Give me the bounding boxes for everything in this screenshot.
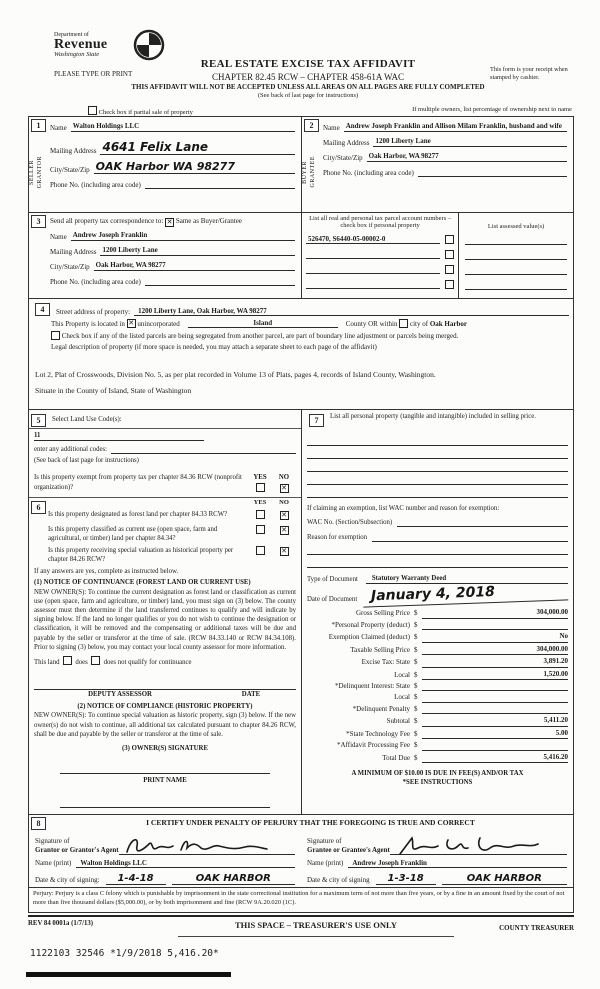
dollar-sign: $ <box>414 741 418 750</box>
assessed-field-3[interactable] <box>465 266 567 275</box>
notice-compliance-body: NEW OWNER(S): To continue special valuation as historic property, sign (3) below. If the new owner(s) do not wish to continue, all additional tax calculated pursuant to chapter 84.26 RCW, shall be due and payable by the seller or transferor at the time of sale. <box>34 712 296 738</box>
seller-side-label-2: GRANTOR <box>37 155 43 189</box>
print-name-label: PRINT NAME <box>143 777 187 785</box>
dollar-sign: $ <box>414 753 418 762</box>
corr-name-field[interactable]: Andrew Joseph Franklin <box>71 231 295 241</box>
dor-logo <box>54 32 107 59</box>
same-as-buyer-label: Same as Buyer/Grantee <box>175 217 242 225</box>
additional-codes-label: enter any additional codes: <box>34 446 108 453</box>
section5-see-back: (See back of last page for instructions) <box>34 457 139 465</box>
tax-value-exemption[interactable]: No <box>422 632 568 642</box>
tax-value-delinq-state[interactable] <box>422 682 568 691</box>
assessed-field-1[interactable] <box>465 236 567 245</box>
buyer-side-label-2: GRANTEE <box>310 156 316 188</box>
buyer-mailing-label: Mailing Address <box>323 139 370 148</box>
certify-statement: I CERTIFY UNDER PENALTY OF PERJURY THAT THE FOREGOING IS TRUE AND CORRECT <box>146 818 475 828</box>
partial-sale-row <box>88 106 193 116</box>
section1-number: 1 <box>31 119 46 132</box>
personal-property-line-3[interactable] <box>307 459 568 472</box>
grantee-date-label: Date & city of signing <box>307 876 370 885</box>
buyer-phone-field[interactable] <box>418 167 567 177</box>
county-or-label: County OR within <box>345 320 398 328</box>
tax-label-gross: Gross Selling Price <box>355 609 410 618</box>
tax-value-techfee[interactable]: 5.00 <box>422 729 568 739</box>
treasurer-space-label: THIS SPACE – TREASURER'S USE ONLY <box>178 920 454 937</box>
form-header <box>28 30 574 116</box>
does-not-label: does not qualify for continuance <box>103 658 192 666</box>
seller-phone-field[interactable] <box>145 179 295 189</box>
street-address-label: Street address of property: <box>56 308 131 316</box>
section5-number: 5 <box>31 414 46 427</box>
county-treasurer-label: COUNTY TREASURER <box>499 923 574 932</box>
nonprofit-yes-checkbox[interactable] <box>256 483 265 492</box>
seller-mailing-label: Mailing Address <box>50 147 97 155</box>
unincorporated-label: unincorporated <box>137 320 180 328</box>
send-correspondence-label: Send all property tax correspondence to: <box>50 217 164 225</box>
seller-city-label: City/State/Zip <box>50 166 90 174</box>
section2-number: 2 <box>304 119 319 132</box>
legal-description-line2: Situate in the County of Island, State of Washington <box>35 386 192 395</box>
logo-state-line: Washington State <box>54 51 100 58</box>
parcel-checkbox-3[interactable] <box>445 265 454 274</box>
landuse-tax-row <box>29 410 573 814</box>
logo-revenue-line: Revenue <box>54 37 108 52</box>
tax-label-subtotal: Subtotal <box>386 717 410 726</box>
rev-number: REV 84 0001a (1/7/13) <box>28 919 94 927</box>
section5-6-column <box>29 410 301 814</box>
dollar-sign: $ <box>414 717 418 726</box>
street-address-field[interactable]: 1200 Liberty Lane, Oak Harbor, WA 98277 <box>134 307 569 316</box>
unincorporated-checkbox[interactable]: ✕ <box>128 319 135 327</box>
dollar-sign: $ <box>414 609 418 618</box>
print-name-line[interactable] <box>60 795 270 808</box>
segregated-checkbox[interactable] <box>51 331 60 340</box>
section4-property <box>29 299 573 410</box>
land-does-not-checkbox[interactable] <box>91 656 100 665</box>
grantor-name-print-field[interactable]: Walton Holdings LLC <box>76 859 295 868</box>
grantor-sig-label-2: Grantor or Grantor's Agent <box>35 846 119 855</box>
city-of-checkbox[interactable] <box>399 319 408 328</box>
date-of-document-label: Date of Document <box>307 596 358 604</box>
section8-certify <box>29 814 573 911</box>
grantor-name-print-label: Name (print) <box>35 859 72 868</box>
parcel-field-2[interactable] <box>306 250 440 259</box>
form-subtitle: CHAPTER 82.45 RCW – CHAPTER 458-61A WAC <box>212 71 404 82</box>
reason-exemption-label: Reason for exemption <box>307 534 368 541</box>
personal-property-label: List all personal property (tangible and intangible) included in selling price. <box>330 413 536 420</box>
notice-compliance-title: (2) NOTICE OF COMPLIANCE (HISTORIC PROPERTY) <box>77 703 253 711</box>
segregated-label: Check box if any of the listed parcels are being segregated from another parcel, are part of boundary line adjustment or parcels being merged. <box>61 332 459 340</box>
see-back-note: (See back of last page for instructions) <box>257 91 359 99</box>
current-use-yes-checkbox[interactable] <box>256 525 265 534</box>
dollar-sign: $ <box>414 670 418 679</box>
current-use-question: Is this property classified as current use (open space, farm and agricultural, or timber) land per chapter 84.34? <box>48 525 218 542</box>
seller-name-label: Name <box>50 124 67 132</box>
form-warning: THIS AFFIDAVIT WILL NOT BE ACCEPTED UNLESS ALL AREAS ON ALL PAGES ARE FULLY COMPLETED <box>131 83 485 91</box>
seller-phone-label: Phone No. (including area code) <box>50 181 141 189</box>
minimum-due-note: A MINIMUM OF $10.00 IS DUE IN FEE(S) AND/OR TAX <box>351 770 524 778</box>
parcel-header: List all real and personal tax parcel account numbers – check box if personal property <box>309 215 452 229</box>
grantee-signature-field[interactable] <box>390 832 567 855</box>
tax-label-penalty: *Delinquent Penalty <box>352 704 410 713</box>
seller-city-field[interactable]: OAK Harbor WA 98277 <box>94 160 295 174</box>
buyer-side-label-1: BUYER <box>301 160 308 184</box>
personal-property-line-1[interactable] <box>307 433 568 446</box>
reason-exemption-field[interactable] <box>372 532 568 542</box>
perjury-clause: Perjury: Perjury is a class C felony which is punishable by imprisonment in the state correctional institution for a maximum term of not more than five years, or by a fine in an amount fixed by the court of not more than five thousand dollars ($5,000.00), or by both imprisonment and fine (RCW 9A.20.020 (1C). <box>29 887 573 911</box>
reason-line-2[interactable] <box>307 542 568 555</box>
parcel-field-3[interactable] <box>306 265 440 274</box>
section8-number: 8 <box>31 817 46 830</box>
city-of-value: Oak Harbor <box>429 320 467 328</box>
dollar-sign: $ <box>414 693 418 702</box>
grantor-date-label: Date & city of signing: <box>35 876 100 885</box>
tax-label-delinq-local: Local <box>394 693 410 702</box>
section4-number: 4 <box>35 303 50 316</box>
revenue-swirl-icon <box>132 28 166 62</box>
parcel-number-field[interactable]: 526470, S6440-05-00002-0 <box>306 235 440 244</box>
seller-name-field[interactable]: Walton Holdings LLC <box>71 122 295 132</box>
section2-buyer <box>301 117 573 212</box>
affidavit-page <box>28 30 574 937</box>
seller-side-label-1: SELLER <box>28 159 35 185</box>
section6-yes-header: YES <box>253 498 267 506</box>
corr-mailing-field[interactable]: 1200 Liberty Lane <box>100 246 295 256</box>
grantee-city-field[interactable]: OAK HARBOR <box>442 873 567 885</box>
city-of-label: city of <box>410 320 429 328</box>
dollar-sign: $ <box>414 704 418 713</box>
personal-property-line-2[interactable] <box>307 446 568 459</box>
scan-artifact-bar <box>26 972 231 977</box>
additional-codes-field[interactable] <box>111 444 296 454</box>
tax-value-total[interactable]: 5,416.20 <box>422 753 568 763</box>
tax-value-affidavit-fee[interactable] <box>422 742 568 751</box>
grantee-sig-label-2: Grantee or Grantee's Agent <box>307 846 390 855</box>
tax-value-gross[interactable]: 304,000.00 <box>422 608 568 618</box>
buyer-city-field[interactable]: Oak Harbor, WA 98277 <box>367 152 567 162</box>
exemption-note: If claiming an exemption, list WAC number and reason for exemption: <box>307 505 500 512</box>
county-field[interactable]: Island <box>188 319 338 328</box>
forest-yes-checkbox[interactable] <box>256 510 265 519</box>
land-does-checkbox[interactable] <box>63 656 72 665</box>
nonprofit-no-checkbox[interactable]: ✕ <box>281 483 287 492</box>
form-title: REAL ESTATE EXCISE TAX AFFIDAVIT <box>200 58 416 70</box>
corr-mailing-label: Mailing Address <box>50 248 97 256</box>
assessed-field-2[interactable] <box>465 251 567 260</box>
if-any-yes-note: If any answers are yes, complete as instructed below. <box>34 568 179 576</box>
section3-correspondence <box>29 213 301 298</box>
section7-number: 7 <box>309 414 324 427</box>
tax-label-total: Total Due <box>382 753 410 762</box>
dollar-sign: $ <box>414 681 418 690</box>
grantor-signature-field[interactable] <box>119 832 295 855</box>
grantee-signature-ink <box>394 834 544 858</box>
grantee-name-print-label: Name (print) <box>307 859 344 868</box>
grantor-date-field[interactable]: 1-4-18 <box>106 873 166 885</box>
tax-value-personal[interactable] <box>422 621 568 630</box>
form-footer <box>28 915 574 937</box>
forest-land-question: Is this property designated as forest land per chapter 84.33 RCW? <box>48 511 228 519</box>
dollar-sign: $ <box>414 729 418 738</box>
tax-value-excise-local[interactable]: 1,520.00 <box>422 670 568 680</box>
grantor-signature-block <box>29 830 301 887</box>
dollar-sign: $ <box>414 645 418 654</box>
buyer-city-label: City/State/Zip <box>323 154 363 163</box>
tax-label-excise-local: Local <box>394 670 410 679</box>
tax-label-techfee: *State Technology Fee <box>346 729 410 738</box>
seller-mailing-field[interactable]: 4641 Felix Lane <box>100 140 295 155</box>
section3-number: 3 <box>31 215 46 228</box>
type-of-document-label: Type of Document <box>307 576 358 584</box>
grantee-sig-label-1: Signature of <box>307 837 342 846</box>
wac-label: WAC No. (Section/Subsection) <box>307 519 393 526</box>
tax-label-affidavit-fee: *Affidavit Processing Fee <box>337 741 410 750</box>
located-in-label: This Property is located in <box>51 320 125 328</box>
buyer-phone-label: Phone No. (including area code) <box>323 169 414 178</box>
form-body <box>28 116 574 913</box>
grantor-city-field[interactable]: OAK HARBOR <box>172 873 295 885</box>
section7-tax-column <box>301 410 573 814</box>
parcel-checkbox-4[interactable] <box>445 280 454 289</box>
legal-description-note: Legal description of property (if more space is needed, you may attach a separate sheet to each page of the affidavit) <box>51 343 377 351</box>
grantee-signature-block <box>301 830 573 887</box>
does-label: does <box>75 658 88 666</box>
legal-description-line1: Lot 2, Plat of Crosswoods, Division No. 5, as per plat recorded in Volume 13 of Plats, pages 4, records of Island County, Washington. <box>35 370 436 379</box>
treasurer-stamp: 1122103 32546 *1/9/2018 5,416.20* <box>30 948 219 959</box>
section1-seller <box>29 117 301 212</box>
assessed-field-4[interactable] <box>465 281 567 290</box>
tax-label-excise-state: Excise Tax: State <box>361 658 410 667</box>
tax-label-taxable: Taxable Selling Price <box>350 645 410 654</box>
parcel-checkbox-1[interactable] <box>445 235 454 244</box>
historic-question: Is this property receiving special valuation as historical property per chapter 84.26 RCW? <box>48 546 234 564</box>
corr-phone-label: Phone No. (including area code) <box>50 278 141 286</box>
reason-line-3[interactable] <box>307 555 568 568</box>
personal-property-line-4[interactable] <box>307 472 568 485</box>
same-as-buyer-checkbox[interactable]: ✕ <box>166 218 173 226</box>
historic-no-checkbox[interactable]: ✕ <box>281 546 287 555</box>
grantee-date-field[interactable]: 1-3-18 <box>376 873 436 885</box>
owners-signature-label: (3) OWNER(S) SIGNATURE <box>122 744 208 752</box>
parcel-field-4[interactable] <box>306 280 440 289</box>
dollar-sign: $ <box>414 633 418 642</box>
owner-signature-line[interactable] <box>60 761 270 774</box>
tax-value-penalty[interactable] <box>422 705 568 714</box>
correspondence-parcels-row <box>29 213 573 299</box>
receipt-note: This form is your receipt when stamped by cashier. <box>490 66 568 82</box>
tax-value-excise-state[interactable]: 3,891.20 <box>422 657 568 667</box>
tax-value-delinq-local[interactable] <box>422 694 568 703</box>
forest-no-checkbox[interactable]: ✕ <box>281 511 287 520</box>
current-use-no-checkbox[interactable]: ✕ <box>281 525 287 534</box>
title-block <box>118 58 498 100</box>
corr-city-label: City/State/Zip <box>50 263 90 271</box>
nonprofit-question: Is this property exempt from property tax per chapter 84.36 RCW (nonprofit organization)? <box>34 474 242 491</box>
landuse-code-field[interactable]: 11 <box>34 431 204 441</box>
tax-label-exemption: Exemption Claimed (deduct) <box>328 633 410 642</box>
tax-label-personal: *Personal Property (deduct) <box>331 620 410 629</box>
deputy-date-label: DATE <box>241 691 261 699</box>
this-land-label: This land <box>34 658 60 666</box>
corr-phone-field[interactable] <box>145 276 295 286</box>
buyer-mailing-field[interactable]: 1200 Liberty Lane <box>373 137 567 147</box>
grantee-name-print-field[interactable]: Andrew Joseph Franklin <box>348 859 567 868</box>
multiple-owners-note: If multiple owners, list percentage of ownership next to name <box>412 106 572 113</box>
corr-city-field[interactable]: Oak Harbor, WA 98277 <box>94 261 295 271</box>
seller-buyer-row <box>29 117 573 213</box>
parcel-box <box>301 213 573 298</box>
notice-continuance-body: NEW OWNER(S): To continue the current designation as forest land or classification as current use (open space, farm and agriculture, or timber) land, you must sign on (3) below. The county assessor must then determine if the land transferred continues to qualify and will indicate by signing below. If the land no longer qualifies or you do not wish to continue the designation or classification, it will be removed and the compensating or additional taxes will be due and payable by the seller or transferor at the time of sale. (RCW 84.33.140 or RCW 84.34.108). Prior to signing (3) below, you may contact your local county assessor for more information. <box>34 588 296 651</box>
notice-continuance-title: (1) NOTICE OF CONTINUANCE (FOREST LAND OR CURRENT USE) <box>34 579 251 587</box>
see-instructions-note: *SEE INSTRUCTIONS <box>402 779 473 787</box>
partial-sale-label: Check box if partial sale of property <box>98 109 193 116</box>
date-of-document-field[interactable]: January 4, 2018 <box>363 581 568 608</box>
corr-name-label: Name <box>50 233 67 241</box>
grantor-sig-label-1: Signature of <box>35 837 70 846</box>
section6-number: 6 <box>31 501 46 514</box>
select-landuse-label: Select Land Use Code(s): <box>52 415 122 423</box>
dollar-sign: $ <box>414 620 418 629</box>
type-of-document-field[interactable]: Statutory Warranty Deed <box>366 574 568 584</box>
deputy-assessor-signature-line[interactable] <box>34 677 296 690</box>
tax-value-subtotal[interactable]: 5,411.20 <box>422 716 568 726</box>
assessed-values-header: List assessed value(s) <box>487 223 545 230</box>
section5-yes-header: YES <box>253 474 267 482</box>
dollar-sign: $ <box>414 658 418 667</box>
buyer-name-field[interactable]: Andrew Joseph Franklin and Allison Milam Franklin, husband and wife <box>344 122 567 132</box>
tax-value-taxable[interactable]: 304,000.00 <box>422 645 568 655</box>
wac-field[interactable] <box>397 517 568 527</box>
partial-sale-checkbox[interactable] <box>88 106 97 115</box>
section5-no-header: NO <box>278 474 290 482</box>
buyer-name-label: Name <box>323 124 340 133</box>
section6-no-header: NO <box>279 498 289 506</box>
please-type-note: PLEASE TYPE OR PRINT <box>54 70 133 78</box>
parcel-checkbox-2[interactable] <box>445 250 454 259</box>
tax-label-delinq-state: *Delinquent Interest: State <box>334 681 410 690</box>
personal-property-line-5[interactable] <box>307 485 568 498</box>
deputy-assessor-label: DEPUTY ASSESSOR <box>88 691 152 699</box>
logo-dept-line: Department of <box>54 32 89 38</box>
historic-yes-checkbox[interactable] <box>256 546 265 555</box>
grantor-signature-ink <box>123 834 273 858</box>
